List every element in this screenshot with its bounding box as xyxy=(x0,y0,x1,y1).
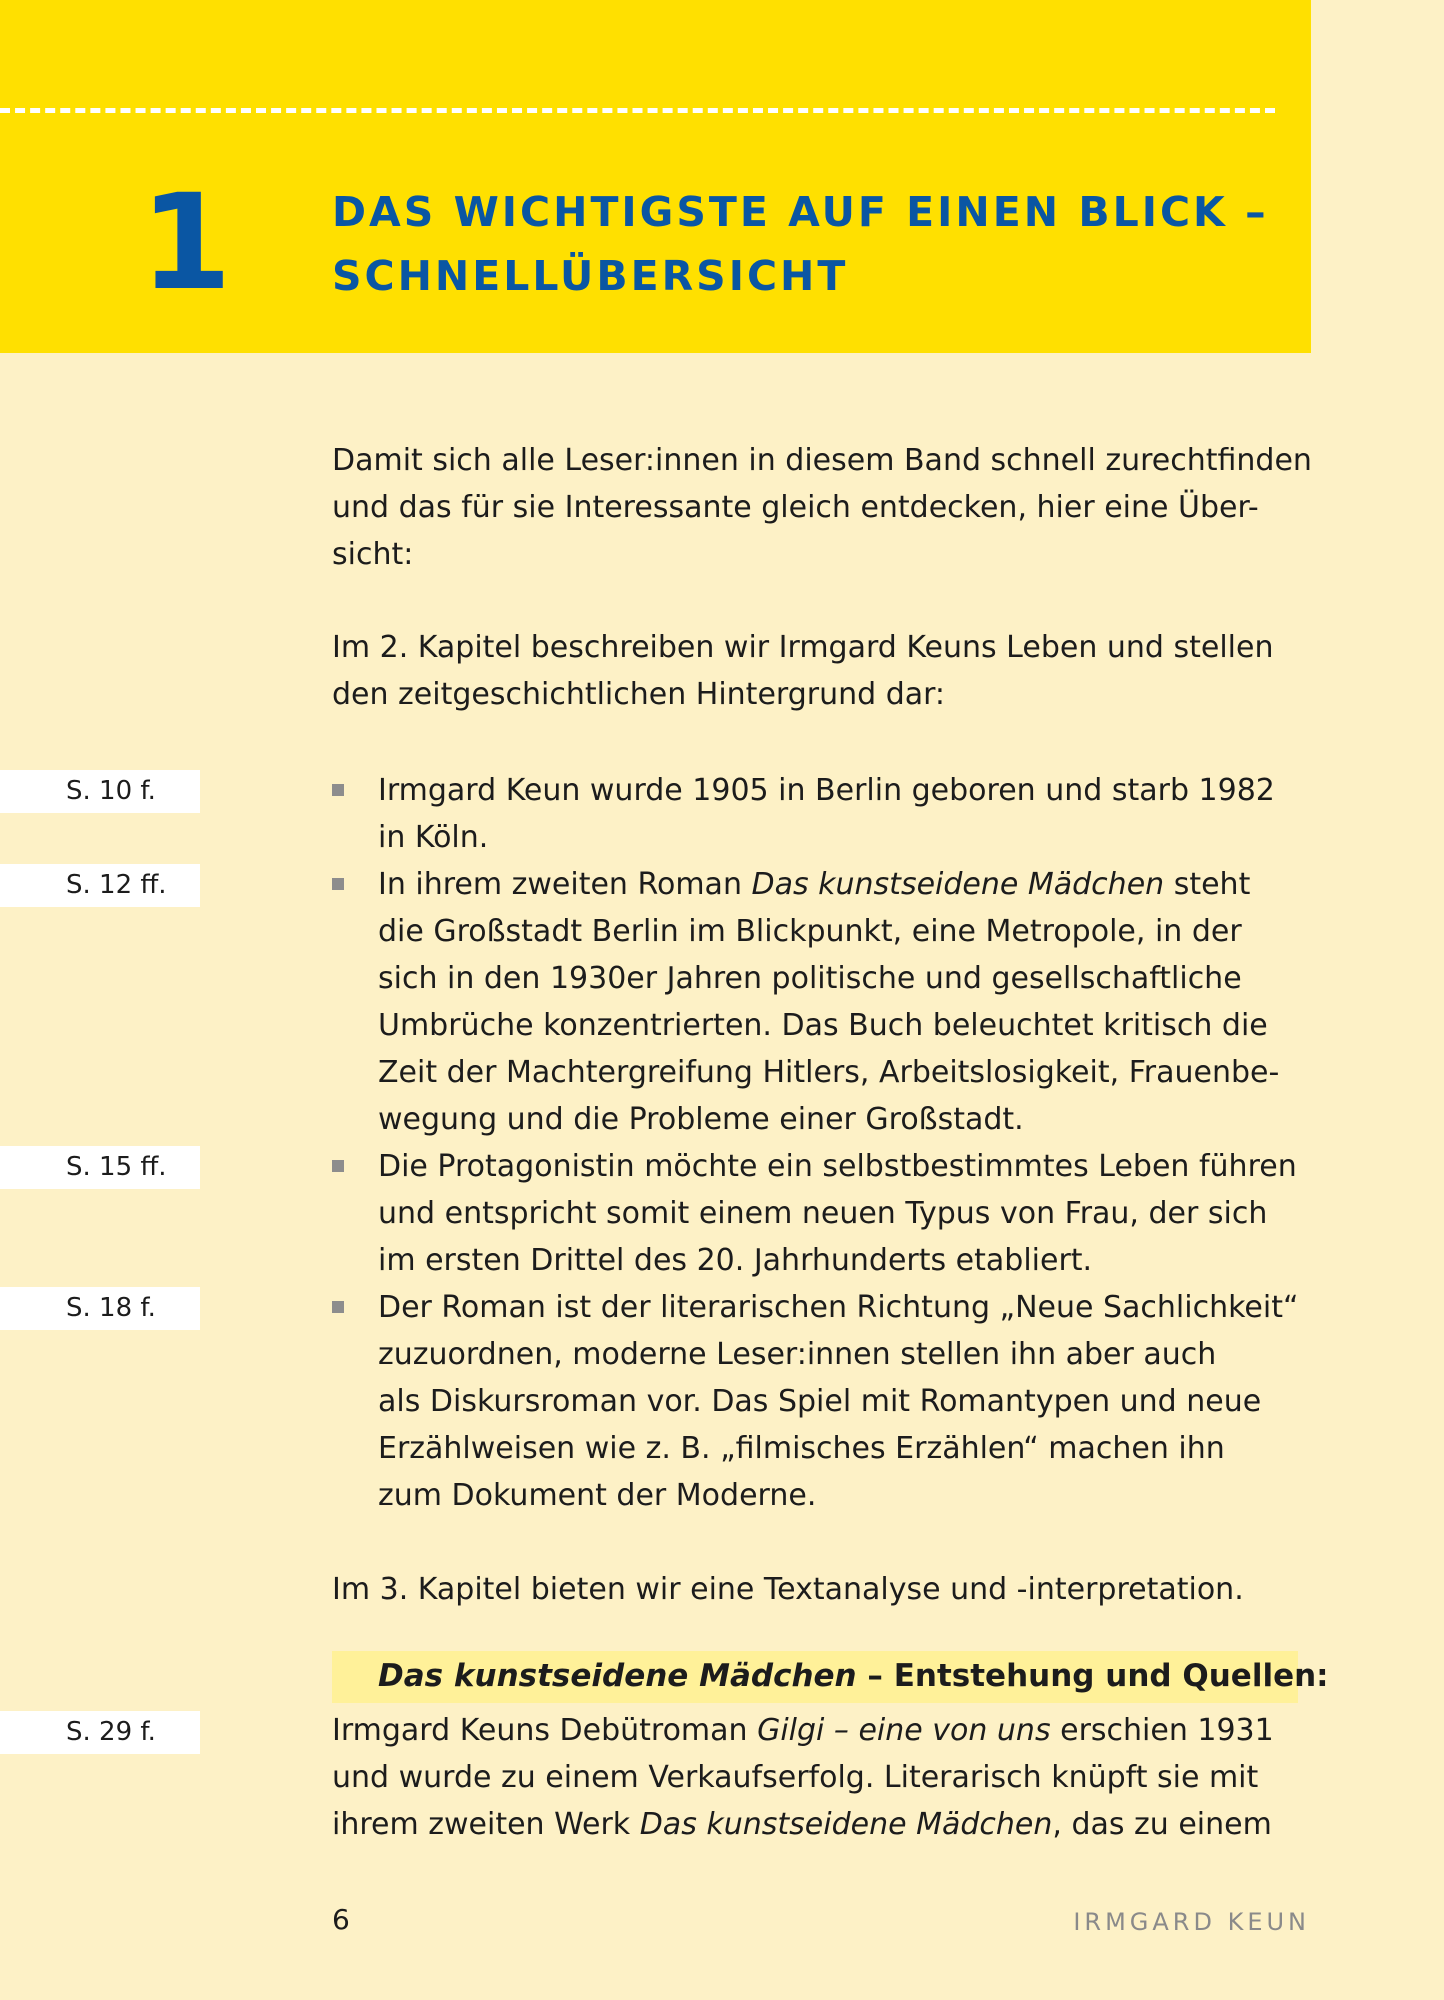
margin-ref-2: S. 12 ff. xyxy=(0,864,200,907)
margin-ref-3: S. 15 ff. xyxy=(0,1146,200,1189)
square-bullet-icon xyxy=(332,784,344,796)
bullet-2-line-1 xyxy=(378,861,1322,908)
bullet-2-line-1-pre: In ihrem zweiten Roman xyxy=(378,867,752,902)
square-bullet-icon xyxy=(332,1160,344,1172)
intro-paragraph xyxy=(332,437,1322,578)
novel-title: Das kunstseidene Mädchen xyxy=(751,867,1165,902)
bullet-item-1 xyxy=(332,767,1322,861)
section-heading-rest: – Entstehung und Quellen: xyxy=(856,1658,1329,1694)
chapter2-line-1: Im 2. Kapitel beschreiben wir Irmgard Keuns Leben und stellen xyxy=(332,630,1274,665)
chapter-number: 1 xyxy=(140,166,232,320)
bullet-4-line-2: zuzuordnen, moderne Leser:innen stellen ihn aber auch xyxy=(378,1337,1217,1372)
debut-novel-title: Gilgi – eine von uns xyxy=(757,1713,1051,1748)
origin-line-1-post: erschien 1931 xyxy=(1050,1713,1274,1748)
origin-line-3-post: , das zu einem xyxy=(1052,1807,1272,1842)
origin-line-3-pre: ihrem zweiten Werk xyxy=(332,1807,640,1842)
chapter-title-line-2: SCHNELLÜBERSICHT xyxy=(332,252,849,300)
chapter-title-line-1: DAS WICHTIGSTE AUF EINEN BLICK – xyxy=(332,188,1269,236)
section-heading-novel-title: Das kunstseidene Mädchen xyxy=(378,1658,857,1694)
bullet-2-line-5: Zeit der Machtergreifung Hitlers, Arbeitslosigkeit, Frauenbe- xyxy=(378,1055,1280,1090)
section-heading xyxy=(378,1653,1329,1700)
chapter2-line-2: den zeitgeschichtlichen Hintergrund dar: xyxy=(332,677,946,712)
second-novel-title: Das kunstseidene Mädchen xyxy=(639,1807,1053,1842)
origin-line-1 xyxy=(332,1707,1322,1754)
chapter3-paragraph xyxy=(332,1566,1322,1613)
margin-ref-5: S. 29 f. xyxy=(0,1711,200,1754)
bullet-1-line-1: Irmgard Keun wurde 1905 in Berlin geboren und starb 1982 xyxy=(378,773,1275,808)
bullet-4-line-5: zum Dokument der Moderne. xyxy=(378,1478,817,1513)
origin-line-1-pre: Irmgard Keuns Debütroman xyxy=(332,1713,758,1748)
bullet-3-line-3: im ersten Drittel des 20. Jahrhunderts etabliert. xyxy=(378,1243,1093,1278)
intro-line-2: und das für sie Interessante gleich entdecken, hier eine Über- xyxy=(332,490,1259,525)
bullet-1-line-2: in Köln. xyxy=(378,820,489,855)
bullet-4-line-4: Erzählweisen wie z. B. „filmisches Erzählen“ machen ihn xyxy=(378,1431,1225,1466)
bullet-item-4 xyxy=(332,1284,1322,1519)
margin-ref-1: S. 10 f. xyxy=(0,770,200,813)
running-footer-author: IRMGARD KEUN xyxy=(1073,1908,1310,1936)
header-dashed-divider xyxy=(0,108,1275,113)
bullet-3-line-2: und entspricht somit einem neuen Typus von Frau, der sich xyxy=(378,1196,1268,1231)
bullet-item-3 xyxy=(332,1143,1322,1284)
intro-line-3: sicht: xyxy=(332,537,414,572)
origin-line-2: und wurde zu einem Verkaufserfolg. Literarisch knüpft sie mit xyxy=(332,1760,1259,1795)
bullet-2-line-6: wegung und die Probleme einer Großstadt. xyxy=(378,1102,1024,1137)
square-bullet-icon xyxy=(332,878,344,890)
chapter2-bullet-list xyxy=(332,767,1322,1519)
page-number: 6 xyxy=(332,1903,350,1936)
bullet-2-line-2: die Großstadt Berlin im Blickpunkt, eine Metropole, in der xyxy=(378,914,1242,949)
origin-line-3 xyxy=(332,1801,1322,1848)
bullet-item-2 xyxy=(332,861,1322,1143)
bullet-2-line-4: Umbrüche konzentrierten. Das Buch beleuchtet kritisch die xyxy=(378,1008,1268,1043)
intro-line-1: Damit sich alle Leser:innen in diesem Band schnell zurechtfinden xyxy=(332,443,1312,478)
bullet-4-line-3: als Diskursroman vor. Das Spiel mit Romantypen und neue xyxy=(378,1384,1262,1419)
bullet-2-line-3: sich in den 1930er Jahren politische und gesellschaftliche xyxy=(378,961,1242,996)
bullet-4-line-1: Der Roman ist der literarischen Richtung „Neue Sachlichkeit“ xyxy=(378,1290,1299,1325)
chapter2-paragraph xyxy=(332,624,1322,718)
origin-paragraph xyxy=(332,1707,1322,1848)
chapter3-line-1: Im 3. Kapitel bieten wir eine Textanalyse und -interpretation. xyxy=(332,1572,1244,1607)
bullet-2-line-1-post: steht xyxy=(1164,867,1251,902)
bullet-3-line-1: Die Protagonistin möchte ein selbstbestimmtes Leben führen xyxy=(378,1149,1297,1184)
margin-ref-4: S. 18 f. xyxy=(0,1287,200,1330)
chapter-title xyxy=(332,180,1269,308)
square-bullet-icon xyxy=(332,1301,344,1313)
